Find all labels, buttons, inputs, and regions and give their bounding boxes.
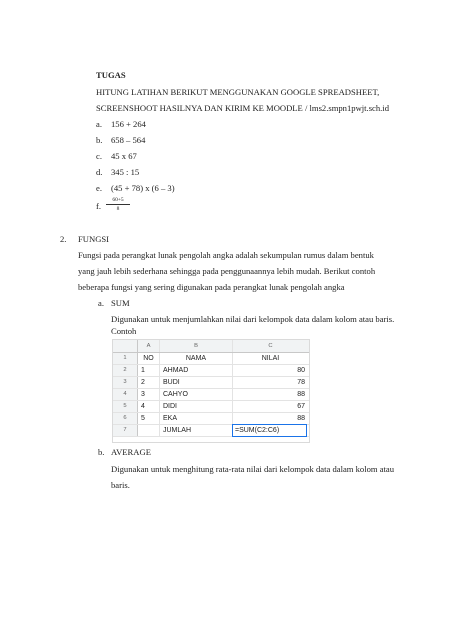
cell: 88 (297, 391, 305, 398)
row-number: 1 (113, 353, 138, 364)
paragraph-line: beberapa fungsi yang sering digunakan pada perangkat lunak pengolah angka (78, 282, 345, 292)
cell: 67 (297, 403, 305, 410)
cell: 1 (138, 365, 160, 376)
sum-title: SUM (111, 298, 130, 308)
cell: AHMAD (160, 365, 233, 376)
task-text: (45 + 78) x (6 – 3) (111, 183, 175, 193)
column-header: C (233, 340, 308, 352)
cell: NILAI (261, 355, 280, 362)
cell: CAHYO (160, 389, 233, 400)
formula-cell: =SUM(C2:C6) (232, 424, 307, 437)
cell: JUMLAH (160, 425, 233, 436)
cell: 78 (297, 379, 305, 386)
sum-marker: a. (98, 298, 104, 308)
row-number: 6 (113, 413, 138, 424)
fraction-numerator: 60+5 (106, 197, 130, 205)
cell (138, 425, 160, 436)
section-title: FUNGSI (78, 234, 110, 244)
cell: 4 (138, 401, 160, 412)
cell: NAMA (160, 353, 233, 364)
cell: 80 (297, 367, 305, 374)
table-row (113, 365, 309, 377)
task-marker: c. (96, 151, 102, 161)
task-text: 45 x 67 (111, 151, 137, 161)
corner-cell (113, 340, 138, 352)
instruction-line-2: SCREENSHOOT HASILNYA DAN KIRIM KE MOODLE / lms2.smpn1pwjt.sch.id (96, 103, 389, 113)
task-marker: f. (96, 201, 102, 211)
table-row (113, 401, 309, 413)
average-description-line: Digunakan untuk menghitung rata-rata nilai dari kelompok data dalam kolom atau (111, 464, 395, 474)
row-number: 7 (113, 425, 138, 436)
cell: BUDI (160, 377, 233, 388)
row-number: 3 (113, 377, 138, 388)
section-number: 2. (60, 234, 67, 244)
paragraph-line: yang jauh lebih sederhana sehingga pada penggunaannya lebih mudah. Berikut contoh (78, 266, 376, 276)
sum-description: Digunakan untuk menjumlahkan nilai dari kelompok data dalam kolom atau baris. (111, 314, 395, 324)
cell: EKA (160, 413, 233, 424)
cell: 3 (138, 389, 160, 400)
task-marker: e. (96, 183, 102, 193)
row-number: 4 (113, 389, 138, 400)
table-row (113, 353, 309, 365)
table-row (113, 389, 309, 401)
task-marker: a. (96, 119, 102, 129)
column-header: A (138, 340, 160, 352)
cell: 88 (297, 415, 305, 422)
task-text: 156 + 264 (111, 119, 146, 129)
fraction-denominator: 8 (116, 206, 120, 212)
cell: NO (138, 353, 160, 364)
task-marker: b. (96, 135, 103, 145)
average-marker: b. (98, 447, 105, 457)
row-number: 5 (113, 401, 138, 412)
cell: 5 (138, 413, 160, 424)
column-header-row (113, 340, 309, 353)
spreadsheet-example (112, 339, 310, 443)
task-marker: d. (96, 167, 103, 177)
column-header: B (160, 340, 233, 352)
task-text: 345 : 15 (111, 167, 140, 177)
row-number: 2 (113, 365, 138, 376)
fraction (106, 197, 130, 212)
task-text: 658 – 564 (111, 135, 146, 145)
average-description-line: baris. (111, 480, 130, 490)
cell: 2 (138, 377, 160, 388)
table-row (113, 377, 309, 389)
average-title: AVERAGE (111, 447, 151, 457)
paragraph-line: Fungsi pada perangkat lunak pengolah angka adalah sekumpulan rumus dalam bentuk (78, 250, 374, 260)
example-label: Contoh (111, 326, 137, 336)
instruction-line-1: HITUNG LATIHAN BERIKUT MENGGUNAKAN GOOGLE SPREADSHEET, (96, 87, 380, 97)
table-row (113, 425, 309, 437)
heading: TUGAS (96, 70, 126, 80)
cell: DIDI (160, 401, 233, 412)
